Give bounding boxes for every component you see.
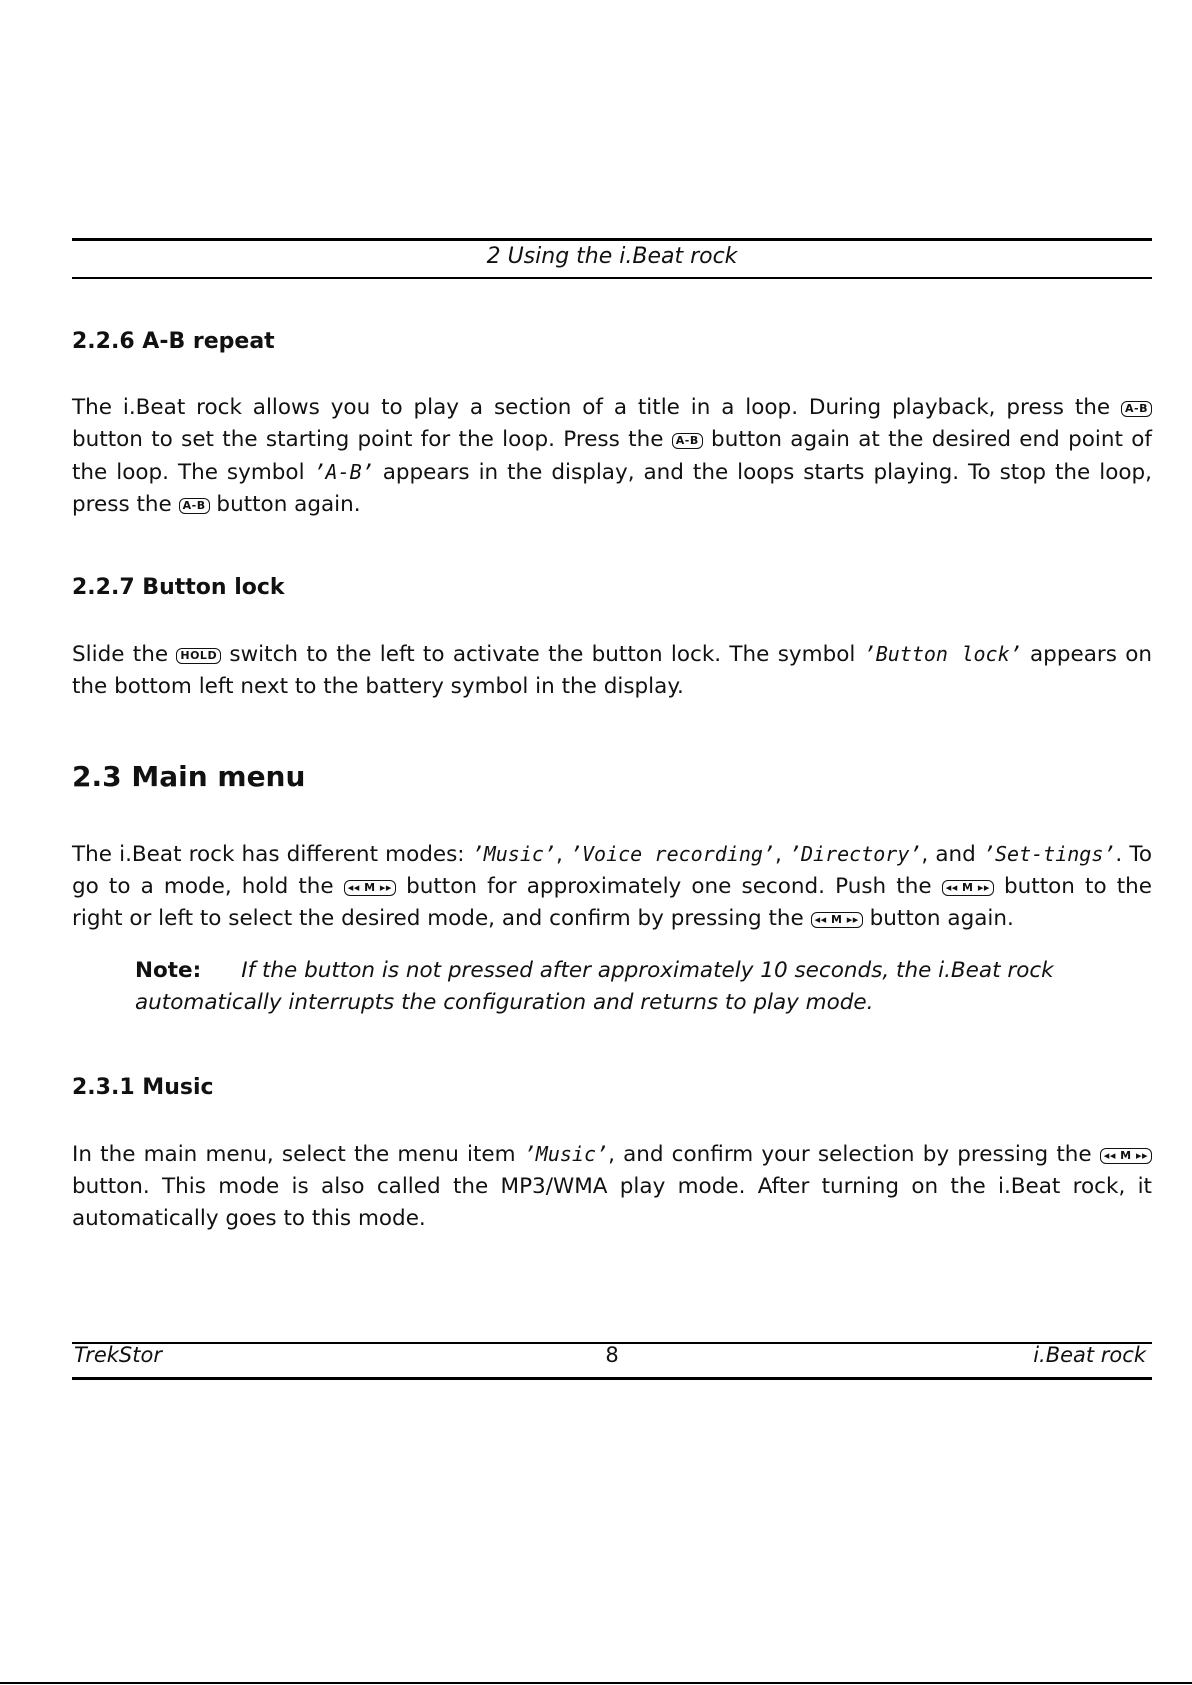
ab-repeat-paragraph: The i.Beat rock allows you to play a section of a title in a loop. During playback, press the A-B button to set the starting point for the loop. Press the A-B button again at the desired end point of the loop. The symbol ’A-B’ appears in the display, and the loops starts playing. To stop the loop, press the A-B button again.: [72, 395, 1152, 517]
ab-button-icon: A-B: [179, 498, 210, 514]
footer-product: i.Beat rock: [1033, 1343, 1146, 1367]
m-button-icon: ◂◂ M ▸▸: [942, 880, 994, 896]
button-lock-symbol: ’Button lock’: [863, 642, 1022, 666]
section-heading-ab-repeat: 2.2.6 A-B repeat: [72, 329, 275, 354]
mode-music: ’Music’: [471, 842, 556, 866]
footer-rule-bottom: [72, 1377, 1152, 1380]
m-button-icon: ◂◂ M ▸▸: [344, 880, 396, 896]
header-rule-bottom: [72, 277, 1152, 279]
ab-button-icon: A-B: [1121, 401, 1152, 417]
button-lock-paragraph: Slide the HOLD switch to the left to activate the button lock. The symbol ’Button lock’ appears on the bottom left next to the battery symbol in the display.: [72, 642, 1152, 699]
hold-switch-icon: HOLD: [176, 648, 221, 664]
document-page: [72, 0, 1152, 1685]
section-heading-button-lock: 2.2.7 Button lock: [72, 575, 285, 600]
m-button-icon: ◂◂ M ▸▸: [811, 912, 863, 928]
mode-directory: ’Directory’: [788, 842, 922, 866]
mode-settings: ’Set-tings’: [982, 842, 1116, 866]
note-label: Note:: [135, 958, 202, 983]
page-bottom-edge: [0, 1682, 1192, 1684]
note-box: [135, 955, 1095, 1019]
ab-symbol: ’A-B’: [313, 460, 374, 484]
section-heading-main-menu: 2.3 Main menu: [72, 760, 306, 793]
page-number: 8: [605, 1343, 619, 1367]
m-button-icon: ◂◂ M ▸▸: [1100, 1148, 1152, 1164]
music-paragraph: In the main menu, select the menu item ’Music’, and confirm your selection by pressing the ◂◂ M ▸▸ button. This mode is also called the MP3/WMA play mode. After turning on the i.Beat rock, it automatically goes to this mode.: [72, 1142, 1152, 1231]
header-rule-top: [72, 238, 1152, 241]
mode-voice-recording: ’Voice recording’: [569, 842, 775, 866]
footer-brand: TrekStor: [74, 1343, 162, 1367]
ab-button-icon: A-B: [672, 433, 703, 449]
main-menu-paragraph: The i.Beat rock has different modes: ’Music’, ’Voice recording’, ’Directory’, and ’Set-tings’. To go to a mode, hold the ◂◂ M ▸▸ button for approximately one second. Push the ◂◂ M ▸▸ button to the right or left to select the desired mode, and confirm by pressing the ◂◂ M ▸▸ button again.: [72, 842, 1153, 931]
menu-item-music: ’Music’: [523, 1142, 609, 1166]
note-text: If the button is not pressed after approximately 10 seconds, the i.Beat rock automatically interrupts the configuration and returns to play mode.: [135, 958, 1054, 1015]
section-heading-music: 2.3.1 Music: [72, 1075, 214, 1100]
running-header: 2 Using the i.Beat rock: [486, 244, 738, 269]
